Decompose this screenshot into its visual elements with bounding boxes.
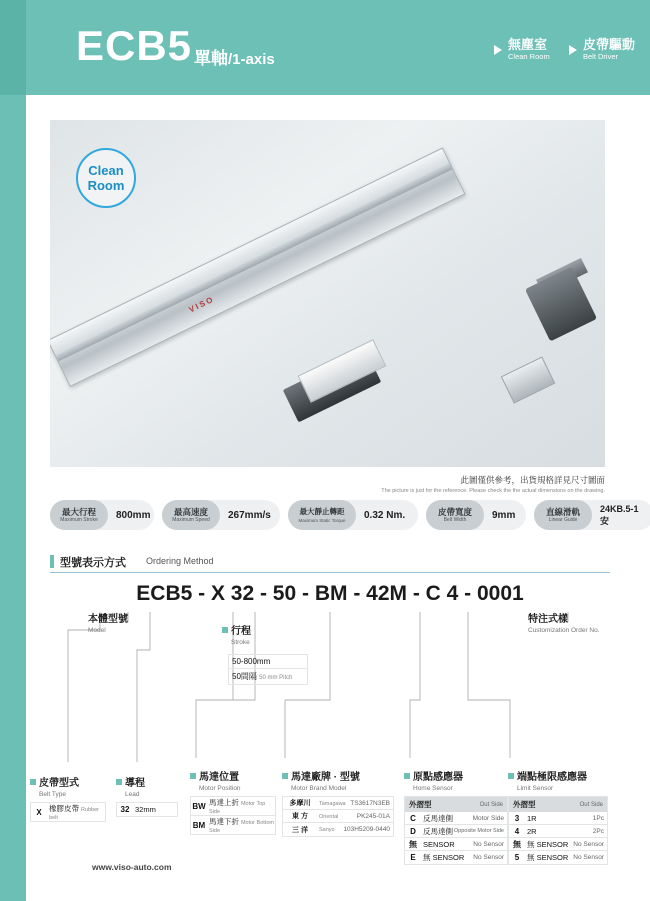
spec-max-stroke-value: 800mm bbox=[116, 509, 151, 521]
callout-limit-sensor-cn bbox=[508, 772, 587, 784]
motor-brand-code-0: 多摩川 bbox=[289, 800, 311, 807]
spec-static-torque-label bbox=[288, 500, 356, 530]
limit-sensor-code-3: 5 bbox=[514, 853, 520, 862]
page-subtitle bbox=[194, 44, 275, 69]
limit-sensor-en-3: No Sensor bbox=[573, 854, 604, 861]
stroke-row-1-note: 50 mm Pitch bbox=[259, 675, 293, 681]
ordering-code-text: ECB5 - X 32 - 50 - BM - 42M - C 4 - 0001 bbox=[136, 582, 524, 605]
stroke-row-1-value: 50間隔 bbox=[232, 672, 257, 681]
spec-max-speed-cn: 最高速度 bbox=[173, 506, 208, 517]
limit-sensor-code-0: 3 bbox=[514, 813, 520, 823]
table-row bbox=[509, 825, 607, 838]
page-subtitle-cn: 單軸 bbox=[194, 49, 228, 68]
callout-home-sensor-cn bbox=[404, 772, 463, 784]
belt-type-table bbox=[30, 802, 106, 822]
stroke-row-1 bbox=[229, 669, 307, 684]
callout-model bbox=[88, 614, 128, 635]
lead-desc-0 bbox=[133, 805, 177, 814]
limit-sensor-en-0: 1Pc bbox=[592, 814, 604, 822]
spec-belt-width-label bbox=[426, 500, 484, 530]
motor-position-desc-0 bbox=[207, 797, 275, 815]
ordering-method-title-en: Ordering Method bbox=[146, 556, 214, 566]
limit-sensor-header bbox=[509, 797, 607, 812]
callout-home-sensor bbox=[404, 772, 463, 793]
table-row bbox=[405, 851, 507, 864]
callout-motor-brand-cn bbox=[282, 772, 360, 784]
limit-sensor-desc-2 bbox=[525, 839, 573, 850]
motor-position-en-0: Motor Top Side bbox=[209, 801, 266, 815]
home-sensor-en-1: Opposite Motor Side bbox=[453, 828, 504, 834]
callout-lead-en: Lead bbox=[125, 791, 140, 798]
callout-lead-cn bbox=[116, 778, 145, 790]
bullet-square-icon-5 bbox=[282, 773, 288, 779]
left-edge-bar bbox=[0, 0, 26, 901]
spec-max-stroke-en: Maximum Stroke bbox=[60, 516, 98, 523]
callout-stroke-cn-text: 行程 bbox=[231, 626, 251, 637]
feature-clean-room-cn: 無塵室 bbox=[508, 37, 548, 52]
limit-sensor-code-2: 無 bbox=[513, 839, 521, 849]
home-sensor-code-0: C bbox=[410, 813, 416, 823]
belt-type-desc-0 bbox=[47, 803, 105, 821]
home-sensor-code-1: D bbox=[410, 826, 416, 836]
motor-brand-desc-2 bbox=[317, 826, 343, 833]
callout-motor-position bbox=[190, 772, 241, 793]
limit-sensor-cn-1: 2R bbox=[527, 826, 537, 836]
section-underline bbox=[50, 572, 610, 573]
left-edge-bar-top bbox=[0, 0, 26, 95]
stroke-table bbox=[228, 654, 308, 685]
table-row bbox=[191, 797, 275, 816]
callout-model-en: Model bbox=[88, 627, 106, 634]
callout-home-sensor-cn-text: 原點感應器 bbox=[413, 772, 463, 783]
feature-belt-driver-cn: 皮帶驅動 bbox=[583, 37, 636, 52]
callout-motor-position-cn bbox=[190, 772, 241, 784]
lead-code-0: 32 bbox=[120, 805, 130, 814]
ordering-method-title bbox=[50, 554, 610, 570]
home-sensor-cn-1: 反馬達側 bbox=[423, 826, 453, 836]
clean-room-badge-line1: Clean bbox=[88, 163, 124, 178]
home-sensor-en-3: No Sensor bbox=[473, 854, 504, 861]
motor-brand-model-2: 103H5209-0440 bbox=[343, 826, 390, 833]
stroke-row-0-value: 50-800mm bbox=[232, 657, 271, 666]
spec-max-speed-en: Maximum Speed bbox=[172, 516, 210, 523]
bullet-square-icon bbox=[222, 627, 228, 633]
motor-brand-cn-2: Sanyo bbox=[319, 827, 335, 833]
section-marker bbox=[50, 555, 54, 568]
home-sensor-code-2: 無 bbox=[409, 839, 417, 849]
footer-website-url[interactable]: www.viso-auto.com bbox=[92, 862, 172, 872]
home-sensor-en-0: Motor Side bbox=[472, 814, 504, 822]
callout-motor-position-cn-text: 馬達位置 bbox=[199, 772, 239, 783]
spec-max-stroke-label bbox=[50, 500, 108, 530]
home-sensor-code-3: E bbox=[410, 853, 416, 862]
spec-belt-width bbox=[426, 500, 526, 530]
product-photo bbox=[50, 120, 605, 467]
ordering-method-title-cn: 型號表示方式 bbox=[60, 557, 126, 569]
home-sensor-cn-0: 反馬達側 bbox=[423, 813, 453, 823]
callout-stroke bbox=[222, 626, 251, 647]
photo-disclaimer-cn: 此圖僅供參考，出貨規格詳見尺寸圖面 bbox=[460, 475, 605, 485]
spec-max-stroke bbox=[50, 500, 154, 530]
table-row bbox=[31, 803, 105, 821]
callout-customization bbox=[528, 614, 600, 635]
table-row bbox=[509, 812, 607, 825]
motor-brand-model-1: PK245-01A bbox=[356, 812, 390, 820]
spec-linear-guide-label bbox=[534, 500, 592, 530]
feature-belt-driver-en: Belt Driver bbox=[583, 52, 619, 61]
home-sensor-cn-3: 無 SENSOR bbox=[423, 853, 465, 862]
spec-pill-row bbox=[50, 500, 639, 532]
photo-disclaimer bbox=[330, 474, 605, 494]
limit-sensor-cn-0: 1R bbox=[527, 813, 537, 823]
motor-brand-desc-1 bbox=[317, 813, 357, 820]
spec-max-stroke-cn: 最大行程 bbox=[61, 506, 96, 517]
clean-room-badge-line2: Room bbox=[87, 178, 125, 193]
table-row bbox=[405, 825, 507, 838]
spec-static-torque-cn: 最大靜止轉距 bbox=[299, 506, 345, 516]
table-row bbox=[283, 823, 393, 836]
callout-motor-brand-cn-text: 馬達廠牌 · 型號 bbox=[291, 772, 360, 783]
motor-position-code-1: BM bbox=[192, 820, 206, 830]
home-sensor-header-en: Out Side bbox=[479, 801, 503, 808]
callout-motor-brand-en: Motor Brand Model bbox=[291, 785, 347, 792]
bullet-square-icon-2 bbox=[30, 779, 36, 785]
motor-position-cn-0: 馬達上折 bbox=[209, 798, 239, 807]
table-row bbox=[191, 816, 275, 834]
table-row bbox=[405, 812, 507, 825]
spec-linear-guide-en: Linear Guide bbox=[548, 516, 578, 523]
spec-max-speed-value: 267mm/s bbox=[228, 509, 271, 521]
bullet-square-icon-4 bbox=[190, 773, 196, 779]
spec-belt-width-en: Belt Width bbox=[443, 516, 467, 523]
page-header bbox=[26, 0, 650, 95]
limit-sensor-code-1: 4 bbox=[514, 826, 520, 836]
home-sensor-desc-1 bbox=[421, 826, 454, 837]
triangle-right-icon bbox=[494, 45, 502, 55]
motor-position-table bbox=[190, 796, 276, 835]
spec-max-speed-label bbox=[162, 500, 220, 530]
home-sensor-table bbox=[404, 796, 508, 865]
limit-sensor-desc-0 bbox=[525, 814, 593, 823]
callout-limit-sensor-en: Limit Sensor bbox=[517, 785, 554, 792]
callout-limit-sensor bbox=[508, 772, 587, 793]
callout-limit-sensor-cn-text: 端點極限感應器 bbox=[517, 772, 587, 783]
limit-sensor-header-cn: 外摺型 bbox=[513, 800, 536, 809]
table-row bbox=[509, 838, 607, 851]
limit-sensor-en-2: No Sensor bbox=[573, 840, 604, 848]
home-sensor-header-cn: 外摺型 bbox=[409, 800, 432, 809]
limit-sensor-table bbox=[508, 796, 608, 865]
limit-sensor-desc-1 bbox=[525, 827, 593, 836]
home-sensor-desc-3 bbox=[421, 852, 473, 863]
bullet-square-icon-7 bbox=[508, 773, 514, 779]
motor-position-desc-1 bbox=[207, 816, 275, 834]
page-title: ECB5 bbox=[76, 22, 193, 69]
page-subtitle-en: /1-axis bbox=[228, 51, 275, 68]
limit-sensor-en-1: 2Pc bbox=[592, 827, 604, 835]
motor-brand-table bbox=[282, 796, 394, 837]
motor-position-code-0: BW bbox=[192, 801, 206, 811]
spec-static-torque-en: Maximum Static Torque bbox=[298, 517, 346, 523]
lead-cn-0: 32mm bbox=[135, 805, 156, 814]
product-logo: VISO bbox=[187, 294, 216, 315]
bullet-square-icon-6 bbox=[404, 773, 410, 779]
callout-stroke-en: Stroke bbox=[231, 639, 250, 646]
motor-brand-model-0: TS3617N3EB bbox=[350, 799, 390, 807]
limit-sensor-header-en: Out Side bbox=[579, 801, 603, 808]
spec-linear-guide-cn: 直線滑軌 bbox=[545, 506, 580, 517]
limit-sensor-cn-2: 無 SENSOR bbox=[527, 839, 569, 849]
home-sensor-desc-0 bbox=[421, 813, 473, 824]
spec-linear-guide-value: 24KB.5-1 安 bbox=[600, 503, 639, 526]
feature-clean-room-en: Clean Room bbox=[508, 52, 550, 61]
callout-lead-cn-text: 導程 bbox=[125, 778, 145, 789]
motor-brand-desc-0 bbox=[317, 800, 350, 807]
motor-brand-cn-1: Oriental bbox=[319, 813, 339, 820]
ordering-code bbox=[50, 582, 610, 612]
spec-static-torque bbox=[288, 500, 418, 530]
callout-home-sensor-en: Home Sensor bbox=[413, 785, 453, 792]
home-sensor-header bbox=[405, 797, 507, 812]
triangle-right-icon-2 bbox=[569, 45, 577, 55]
clean-room-badge bbox=[76, 148, 136, 208]
belt-type-cn-0: 橡膠皮帶 bbox=[49, 804, 79, 813]
photo-disclaimer-en: The picture is just for the reference. Please check the the actual dimensions on the drawing. bbox=[381, 488, 605, 494]
callout-belt-type-cn bbox=[30, 778, 79, 790]
callout-motor-brand bbox=[282, 772, 360, 793]
spec-static-torque-value: 0.32 Nm. bbox=[364, 509, 406, 521]
callout-motor-position-en: Motor Position bbox=[199, 785, 241, 792]
home-sensor-desc-2 bbox=[421, 840, 473, 849]
bullet-square-icon-3 bbox=[116, 779, 122, 785]
callout-customization-en: Customization Order No. bbox=[528, 627, 600, 634]
motor-position-en-1: Motor Bottom Side bbox=[209, 820, 274, 834]
limit-sensor-desc-3 bbox=[525, 852, 573, 863]
page-number: 5 bbox=[36, 860, 40, 867]
spec-belt-width-value: 9mm bbox=[492, 509, 516, 521]
belt-type-en-0: Rubber belt bbox=[49, 807, 99, 821]
home-sensor-cn-2: SENSOR bbox=[423, 839, 455, 849]
callout-belt-type-cn-text: 皮帶型式 bbox=[39, 778, 79, 789]
motor-brand-cn-0: Tamagawa bbox=[319, 800, 346, 807]
callout-model-cn: 本體型號 bbox=[88, 614, 128, 625]
table-row bbox=[405, 838, 507, 851]
lead-table bbox=[116, 802, 178, 817]
home-sensor-en-2: No Sensor bbox=[473, 840, 504, 848]
table-row bbox=[509, 851, 607, 864]
table-row bbox=[117, 803, 177, 816]
motor-position-cn-1: 馬達下折 bbox=[209, 817, 239, 826]
table-row bbox=[283, 797, 393, 810]
motor-brand-code-1: 東 方 bbox=[292, 813, 308, 820]
callout-stroke-cn bbox=[222, 626, 251, 638]
callout-belt-type-en: Belt Type bbox=[39, 791, 66, 798]
spec-linear-guide bbox=[534, 500, 650, 530]
callout-customization-cn: 特注式樣 bbox=[528, 614, 568, 625]
callout-lead bbox=[116, 778, 145, 799]
feature-clean-room bbox=[508, 38, 550, 62]
stroke-row-0 bbox=[229, 655, 307, 669]
end-cap bbox=[501, 356, 555, 403]
feature-belt-driver bbox=[583, 38, 635, 62]
callout-belt-type bbox=[30, 778, 79, 799]
stepper-motor bbox=[525, 267, 597, 342]
spec-belt-width-cn: 皮帶寬度 bbox=[437, 506, 472, 517]
table-row bbox=[283, 810, 393, 823]
limit-sensor-cn-3: 無 SENSOR bbox=[527, 853, 569, 862]
spec-max-speed bbox=[162, 500, 280, 530]
belt-type-code-0: X bbox=[36, 807, 42, 817]
motor-brand-code-2: 三 洋 bbox=[292, 826, 308, 834]
